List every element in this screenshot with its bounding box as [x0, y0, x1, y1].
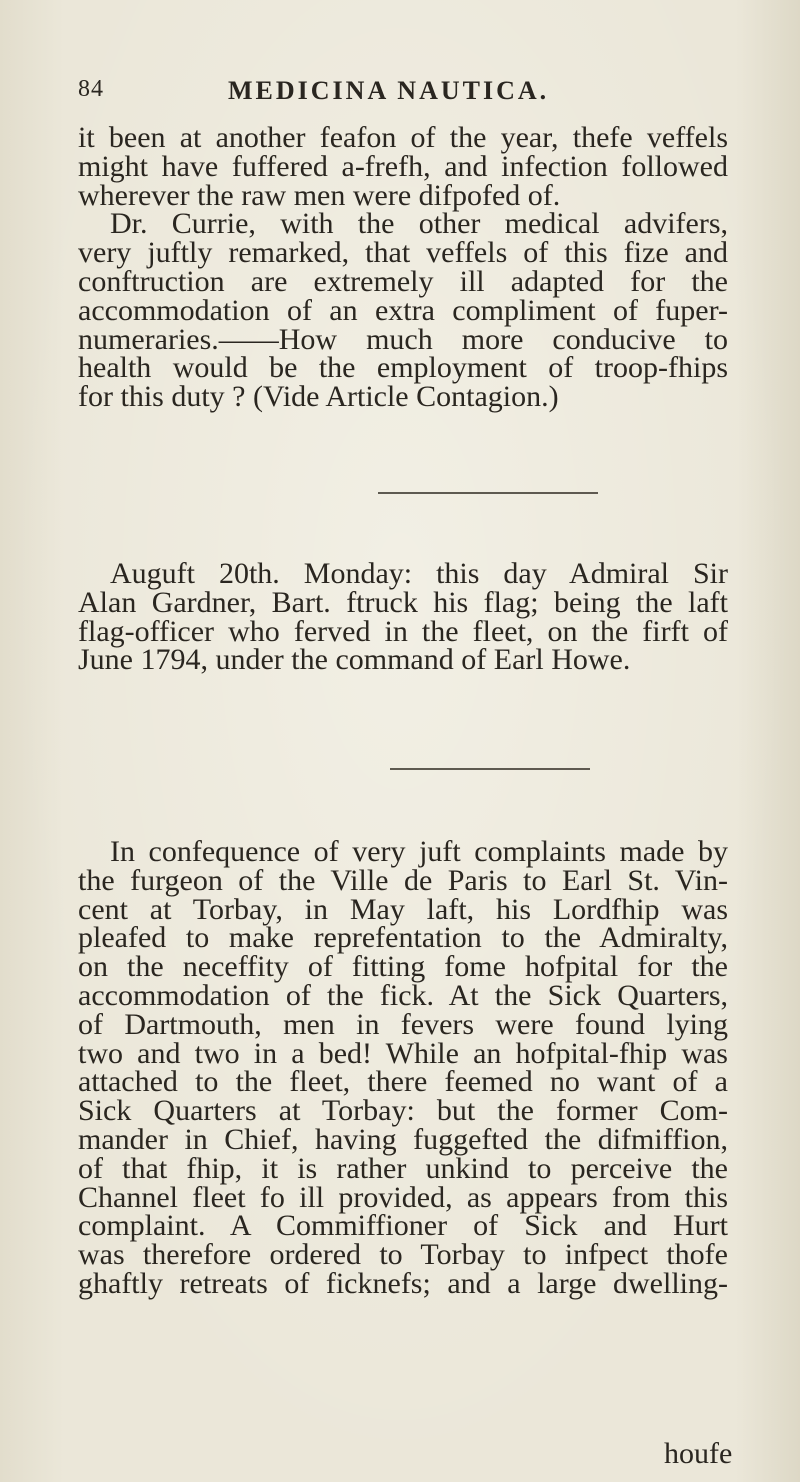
- text-line: the furgeon of the Ville de Paris to Earl St. Vin-: [78, 863, 728, 897]
- text-line: pleafed to make reprefentation to the Admiralty,: [78, 921, 728, 955]
- text-line: wherever the raw men were difpofed of.: [78, 178, 561, 212]
- text-line: very juftly remarked, that veffels of this fize and: [78, 236, 728, 270]
- text-line: health would be the employment of troop-fhips: [78, 351, 728, 385]
- text-line: it been at another feafon of the year, thefe veffels: [78, 121, 728, 154]
- page-number: 84: [78, 76, 104, 102]
- catchword: houfe: [664, 1437, 733, 1470]
- text-line: attached to the fleet, there feemed no want of a: [78, 1065, 728, 1099]
- text-line: accommodation of the fick. At the Sick Quarters,: [78, 978, 728, 1012]
- text-line: of Dartmouth, men in fevers were found lying: [78, 1007, 728, 1041]
- text-line: on the neceffity of fitting fome hofpital for the: [78, 950, 728, 984]
- text-line: two and two in a bed! While an hofpital-fhip was: [78, 1036, 728, 1070]
- paragraph-contagion: [78, 121, 728, 414]
- text-line: mander in Chief, having fuggefted the difmiffion,: [78, 1122, 728, 1156]
- paragraph-sick-quarters: [78, 835, 728, 1300]
- section-divider: [378, 492, 598, 494]
- text-line: Sick Quarters at Torbay: but the former Com-: [78, 1094, 728, 1128]
- text-line: cent at Torbay, in May laft, his Lordfhip was: [78, 892, 728, 926]
- text-line: Alan Gardner, Bart. ftruck his flag; being the laft: [78, 585, 728, 619]
- text-line: might have fuffered a-frefh, and infection followed: [78, 149, 728, 183]
- text-line: complaint. A Commiffioner of Sick and Hurt: [78, 1209, 728, 1243]
- text-line: Auguft 20th. Monday: this day Admiral Sir: [110, 557, 728, 590]
- section-divider: [390, 768, 590, 770]
- text-line: numeraries.——How much more conducive to: [78, 322, 728, 356]
- text-line: of that fhip, it is rather unkind to perceive the: [78, 1151, 728, 1185]
- text-line: conftruction are extremely ill adapted for the: [78, 264, 728, 298]
- page-header: [78, 76, 718, 110]
- paragraph-admiral-gardner: [78, 557, 728, 677]
- text-line: was therefore ordered to Torbay to infpect thofe: [78, 1238, 728, 1272]
- text-line: Dr. Currie, with the other medical advifers,: [110, 207, 728, 241]
- text-line: June 1794, under the command of Earl Howe.: [78, 643, 631, 677]
- text-line: Channel fleet fo ill provided, as appears from this: [78, 1180, 728, 1214]
- text-line: for this duty ? (Vide Article Contagion.): [78, 380, 559, 414]
- text-line: accommodation of an extra compliment of fuper-: [78, 293, 728, 327]
- text-line: ghaftly retreats of ficknefs; and a large dwelling-: [78, 1266, 728, 1300]
- running-head: MEDICINA NAUTICA.: [228, 76, 550, 105]
- text-line: In confequence of very juft complaints made by: [110, 835, 728, 868]
- text-line: flag-officer who ferved in the fleet, on the firft of: [78, 614, 728, 648]
